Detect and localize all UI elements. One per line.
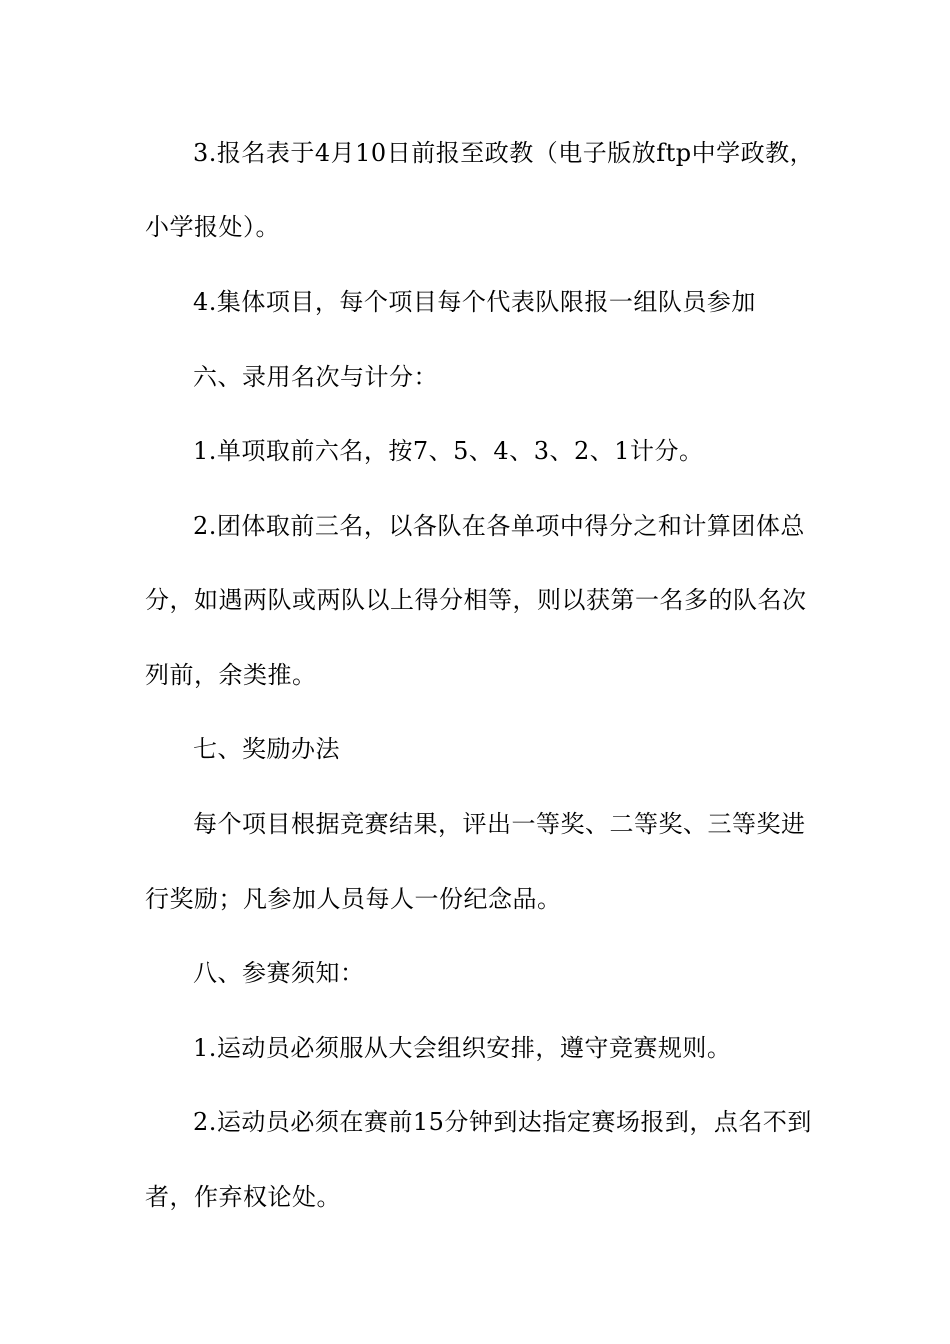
paragraph-obey-rules: 1.运动员必须服从大会组织安排，遵守竞赛规则。 xyxy=(193,1034,732,1062)
paragraph-awards-line-1: 每个项目根据竞赛结果，评出一等奖、二等奖、三等奖进 xyxy=(193,810,806,838)
paragraph-team-scoring-line-1: 2.团体取前三名，以各队在各单项中得分之和计算团体总 xyxy=(193,512,805,540)
paragraph-team-scoring-line-2: 分，如遇两队或两队以上得分相等，则以获第一名多的队名次 xyxy=(145,586,807,614)
paragraph-team-scoring-line-3: 列前，余类推。 xyxy=(145,661,317,689)
paragraph-check-in-line-1: 2.运动员必须在赛前15分钟到达指定赛场报到，点名不到 xyxy=(193,1108,812,1136)
section-heading-ranking-scoring: 六、录用名次与计分： xyxy=(193,363,438,391)
paragraph-check-in-line-2: 者，作弃权论处。 xyxy=(145,1183,341,1211)
section-heading-awards: 七、奖励办法 xyxy=(193,735,340,763)
paragraph-registration-line-2: 小学报处）。 xyxy=(145,213,280,241)
paragraph-individual-scoring: 1.单项取前六名，按7、5、4、3、2、1计分。 xyxy=(193,437,704,465)
paragraph-awards-line-2: 行奖励；凡参加人员每人一份纪念品。 xyxy=(145,885,562,913)
section-heading-participant-notice: 八、参赛须知： xyxy=(193,959,365,987)
paragraph-registration-line-1: 3.报名表于4月10日前报至政教（电子版放ftp中学政教， xyxy=(193,139,815,167)
paragraph-team-events: 4.集体项目，每个项目每个代表队限报一组队员参加 xyxy=(193,288,756,316)
